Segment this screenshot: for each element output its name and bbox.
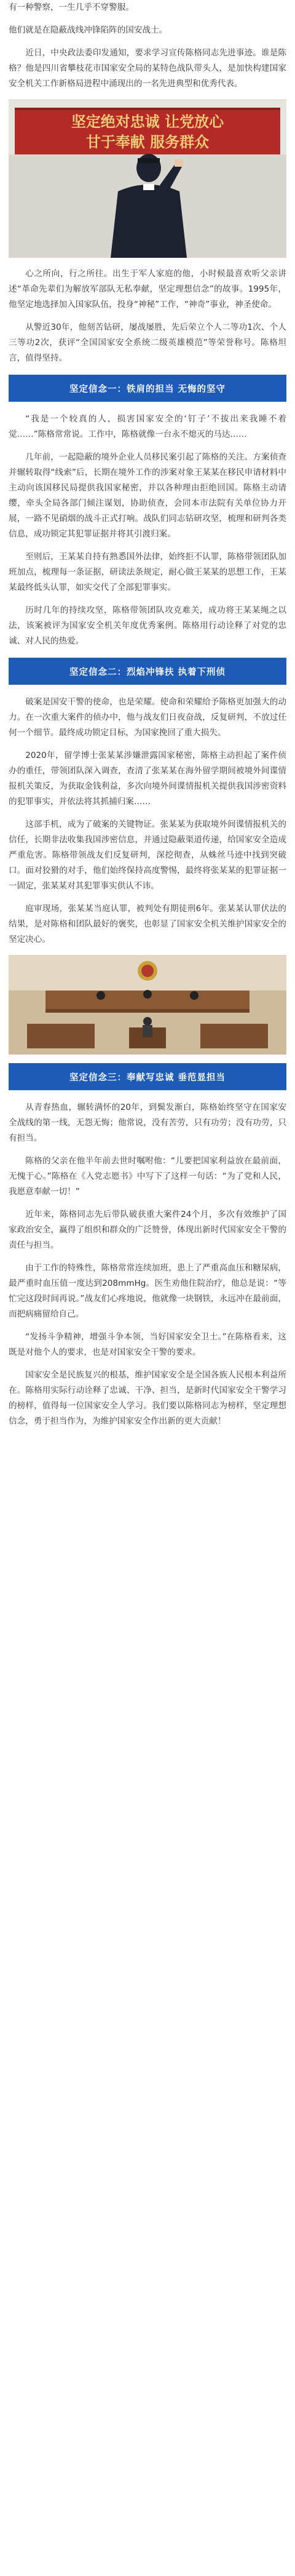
paragraph: 近日，中央政法委印发通知，要求学习宣传陈格同志先进事迹。谁是陈格？他是四川省攀枝花市国家安全局的某特色战队带头人，是加快构建国家安全机关工作新格局进程中涌现出的一名先进典型和优秀代表。	[9, 48, 286, 89]
paragraph: 陈格的父亲在他半年前去世时嘱咐他：“儿要把国家利益放在最前面，无愧于心。”陈格在《入党志愿书》中写下了这样一句话：“为了党和人民，我愿意奉献一切！”	[9, 1156, 286, 1197]
section-heading-2-text: 坚定信念二：烈焰冲锋扶 执着下刑侦	[69, 667, 226, 677]
paragraph: 国家安全是民族复兴的根基，维护国家安全是全国各族人民根本利益所在。陈格用实际行动诠释了忠诚、干净、担当，是新时代国家安全干警学习的榜样，值得每一位国家安全人学习。我们要以陈格同志为榜样，坚定理想信念，勇于担当作为，为维护国家安全作出新的更大贡献！	[9, 1370, 286, 1426]
paragraph: 这部手机，成为了破案的关键物证。张某某为获取境外间谍情报机关的信任，长期非法收集我国涉密信息，并通过隐蔽渠道传递，给国家安全造成严重危害。陈格带领战友们反复研判，深挖彻查，从蛛丝马迹中找到突破口。面对狡猾的对手，他们始终保持高度警惕，最终将张某某的犯罪证据一一固定，张某某对其犯罪事实供认不讳。	[9, 819, 286, 891]
paragraph: “我是一个较真的人，损害国家安全的‘钉子’不拔出来我睡不着觉……”陈格常常说。工作中，陈格就像一台永不熄灭的马达……	[9, 414, 286, 439]
paragraph: 近年来，陈格同志先后带队破获重大案件24个月，多次有效维护了国家政治安全，赢得了组织和群众的广泛赞誉，体现出新时代国家安全干警的责任与担当。	[9, 1210, 286, 1250]
page-end-spacer	[9, 1437, 286, 1443]
paragraph: 几年前，一起隐蔽的境外企业人员移民案引起了陈格的关注。方案侦查并辗转取得“线索”后，长期在境外工作的涉案对象王某某在移民申请材料中主动向该国移民局提供我国家秘密，并以各种理由拒绝回国。陈格主动请缨，牵头全局各部门倾注谋划，协助侦查，会同本市法院有关单位协力开展，一路不见硝烟的战斗正式打响。战队们同志钻研攻坚，梳理和研判各类信息，成功锁定其犯罪证据并将其引渡归案。	[9, 452, 286, 539]
section-heading-1-text: 坚定信念一：铁肩的担当 无悔的坚守	[69, 384, 226, 394]
paragraph: 历时几年的持续攻坚，陈格带领团队攻克难关，成功将王某某绳之以法，该案被评为国家安全机关年度优秀案例。陈格用行动诠释了对党的忠诚、对人民的热爱。	[9, 605, 286, 646]
photo-officer-banner-illustration	[9, 99, 286, 258]
intro-line-1: 有一种警察，一生几乎不穿警服。	[9, 2, 134, 12]
paragraph: 庭审现场，张某某当庭认罪，被判处有期徒刑6年。张某某认罪伏法的结果，是对陈格和团队最好的褒奖，也彰显了国家安全机关维护国家安全的坚定决心。	[9, 904, 286, 944]
paragraph: 心之所向，行之所往。出生于军人家庭的他，小时候最喜欢听父亲讲述“革命先辈们为解放军部队无私奉献，坚定理想信念”的故事。1995年，他坚定地选择加入国家队伍，投身“神秘”工作，“神奇”事业，神圣使命。	[9, 269, 286, 309]
paragraph: 从青春热血，辗转满怀的20年，到鬓发渐白，陈格始终坚守在国家安全战线的第一线，无怨无悔；他常说，没有苦劳，只有功劳；没有功劳，只有担当。	[9, 1103, 286, 1143]
paragraph: 至则后，王某某自持有熟悉国外法律，始终拒不认罪，陈格带领团队加班加点，梳理每一条证据，研读法条规定，耐心做王某某的思想工作，王某某最终低头认罪，如实交代了全部犯罪事实。	[9, 552, 286, 592]
paragraph: 从警近30年，他刻苦钻研，屡战屡胜，先后荣立个人二等功1次、个人三等功2次，获评“全国国家安全系统二级英雄模范”等荣誉称号。陈格坦言，值得坚持。	[9, 322, 286, 363]
section-heading-2	[9, 658, 286, 685]
banner-line-2: 甘于奉献 服务群众	[85, 133, 210, 151]
intro-line-2: 他们就是在隐蔽战线冲锋陷阵的国安战士。	[9, 25, 168, 35]
photo-courtroom-illustration	[9, 955, 286, 1055]
section-heading-3-text: 坚定信念三：奉献写忠诚 垂范显担当	[69, 1072, 226, 1083]
section-heading-1	[9, 375, 286, 402]
photo-officer-banner	[9, 99, 286, 258]
banner-line-1: 坚定绝对忠诚 让党放心	[71, 113, 224, 130]
photo-courtroom	[9, 955, 286, 1055]
paragraph: 2020年，留学博士张某某涉嫌泄露国家秘密，陈格主动担起了案件侦办的重任，带领团队深入调查，查清了张某某在海外留学期间被境外间谍情报机关策反，为获取金钱利益，多次向境外间谍情报机关提供我国涉密资料的犯罪事实，并依法将其抓捕归案……	[9, 751, 286, 807]
section-heading-3	[9, 1063, 286, 1090]
paragraph: 由于工作的特殊性，陈格常常连续加班，患上了严重高血压和糖尿病，最严重时血压值一度达到208mmHg。医生劝他住院治疗，他总是说：“等忙完这段时间再说。”战友们心疼地说，他就像一块钢铁，永远冲在最前面，而把病痛留给自己。	[9, 1263, 286, 1319]
paragraph: 破案是国安干警的使命，也是荣耀。使命和荣耀给予陈格更加强大的动力。在一次重大案件的侦办中，他与战友们日夜奋战，反复研判，不放过任何一个细节。最终成功锁定目标，为国家挽回了重大损失。	[9, 697, 286, 738]
paragraph: “发扬斗争精神，增强斗争本领，当好国家安全卫士。”在陈格看来，这既是对他个人的要求，也是对国家安全干警的要求。	[9, 1332, 286, 1357]
